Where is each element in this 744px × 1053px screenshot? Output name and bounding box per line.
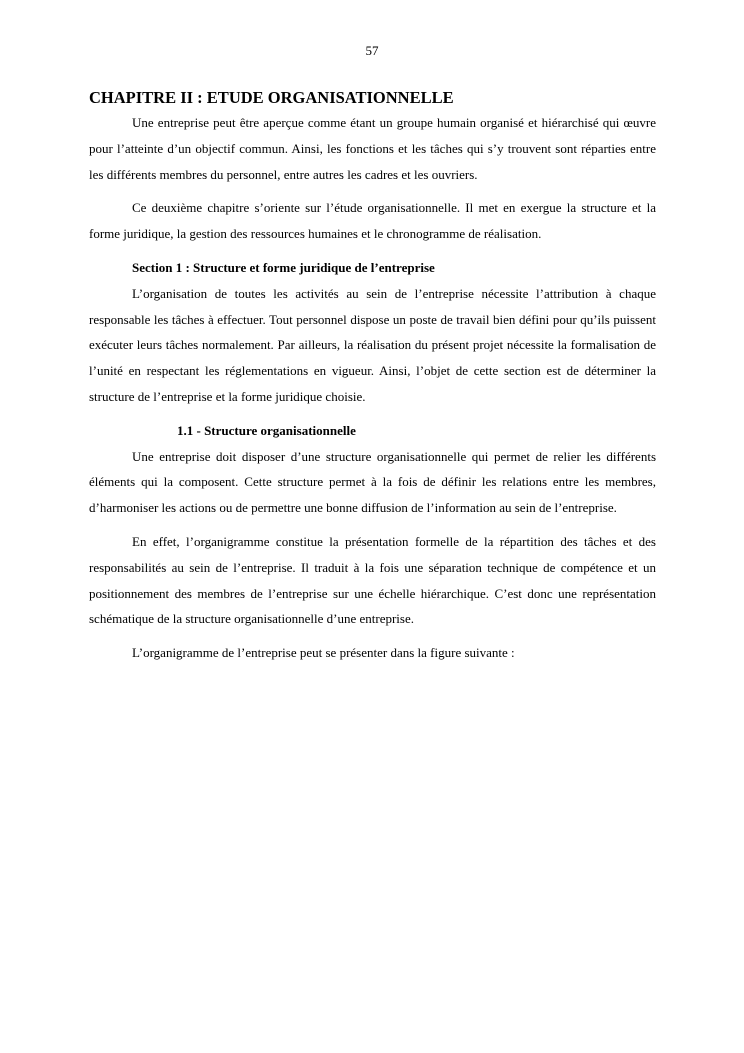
intro-paragraph-1: Une entreprise peut être aperçue comme étant un groupe humain organisé et hiérarchisé qui œuvre pour l’atteinte d’un objectif commun. Ainsi, les fonctions et les tâches qui s’y trouvent sont réparties entre les différents membres du personnel, entre autres les cadres et les ouvriers.: [89, 115, 656, 182]
intro-paragraph-2: Ce deuxième chapitre s’oriente sur l’étude organisationnelle. Il met en exergue la structure et la forme juridique, la gestion des ressources humaines et le chronogramme de réalisation.: [89, 200, 656, 242]
section-1-title: Section 1 : Structure et forme juridique de l’entreprise: [132, 259, 435, 275]
chapter-title: CHAPITRE II : ETUDE ORGANISATIONNELLE: [89, 88, 454, 107]
section-1-paragraph: L’organisation de toutes les activités au sein de l’entreprise nécessite l’attribution à chaque responsable les tâches à effectuer. Tout personnel dispose un poste de travail bien défini pour qu’ils puissent exécuter leurs tâches normalement. Par ailleurs, la réalisation du présent projet nécessite la formalisation de l’unité en respectant les réglementations en vigueur. Ainsi, l’objet de cette section est de déterminer la structure de l’entreprise et la forme juridique choisie.: [89, 285, 656, 404]
subsection-paragraph-2: En effet, l’organigramme constitue la présentation formelle de la répartition des tâches et des responsabilités au sein de l’entreprise. Il traduit à la fois une séparation technique de compétence et un positionnement des membres de l’entreprise sur une échelle hiérarchique. C’est donc une représentation schématique de la structure organisationnelle d’une entreprise.: [89, 533, 656, 627]
page-number: 57: [365, 43, 379, 58]
page-content: [89, 88, 656, 666]
subsection-paragraph-1: Une entreprise doit disposer d’une structure organisationnelle qui permet de relier les différents éléments qui la composent. Cette structure permet à la fois de définir les relations entre les membres, d’harmoniser les actions ou de permettre une bonne diffusion de l’information au sein de l’entreprise.: [89, 448, 656, 516]
subsection-1-1-title: 1.1 - Structure organisationnelle: [177, 422, 356, 438]
subsection-paragraph-3: L’organigramme de l’entreprise peut se présenter dans la figure suivante :: [132, 645, 515, 661]
